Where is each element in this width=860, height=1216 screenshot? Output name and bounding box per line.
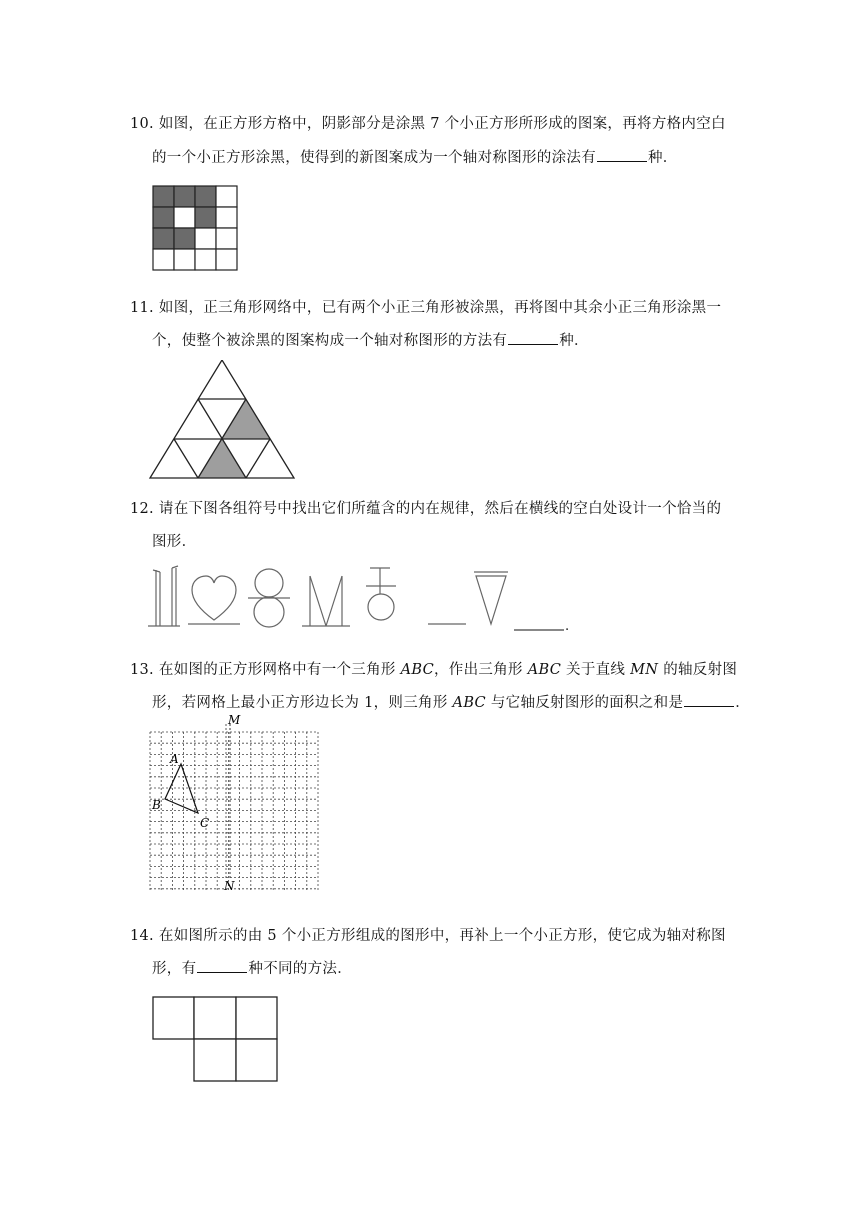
problem-14-text-2: 形，有 xyxy=(152,961,197,977)
problem-13-text-d: 的轴反射图 xyxy=(658,662,738,678)
answer-blank-11[interactable] xyxy=(508,330,558,346)
problem-10-text: 如图，在正方形方格中，阴影部分是涂黑 7 个小正方形所形成的图案，再将方格内空白 xyxy=(158,116,726,132)
problem-11-line-2 xyxy=(152,329,589,350)
problem-10-text-3: 种． xyxy=(648,150,678,166)
shaded-triangle-2 xyxy=(198,439,246,478)
figure-11-triangle-grid xyxy=(148,360,296,480)
figure-12-symbol-sequence xyxy=(148,562,578,634)
label-b: B xyxy=(152,798,161,812)
grid-cell xyxy=(174,228,195,249)
answer-blank-14[interactable] xyxy=(197,958,247,974)
triangle-abc-label: ABC xyxy=(400,662,434,678)
problem-11-text-3: 种． xyxy=(559,333,589,349)
figure-10-square-grid xyxy=(152,185,240,273)
label-a: A xyxy=(170,752,179,766)
square-4 xyxy=(194,1039,236,1081)
grid-cell xyxy=(153,186,174,207)
symbol-4-mirror-m xyxy=(302,576,350,626)
problem-14-line-2 xyxy=(152,957,352,978)
answer-blank-13[interactable] xyxy=(684,692,734,708)
problem-11-line-1 xyxy=(130,296,721,317)
line-mn-label: MN xyxy=(630,662,659,678)
square-1 xyxy=(153,997,194,1039)
problem-13-text-b: ，作出三角形 xyxy=(434,662,528,678)
figure-14-five-squares xyxy=(152,996,280,1084)
triangle-abc xyxy=(165,764,198,813)
problem-11-number: 11. xyxy=(130,300,154,316)
grid-cell xyxy=(153,207,174,228)
figure-13-square-grid xyxy=(140,712,320,890)
grid-cell xyxy=(174,186,195,207)
symbol-1-mirror-1 xyxy=(148,566,180,626)
grid-cell xyxy=(216,249,237,270)
grid-cell xyxy=(153,249,174,270)
grid-cell xyxy=(195,228,216,249)
symbol-3-mirror-8 xyxy=(248,569,290,627)
grid-cell xyxy=(216,207,237,228)
grid-cell xyxy=(216,228,237,249)
problem-10-line-1 xyxy=(130,112,726,133)
answer-blank-10[interactable] xyxy=(597,147,647,163)
trailing-period: . xyxy=(565,619,570,634)
problem-10-line-2 xyxy=(152,146,678,167)
problem-12-text: 请在下图各组符号中找出它们所蕴含的内在规律，然后在横线的空白处设计一个恰当的 xyxy=(158,501,722,517)
problem-12-line-2 xyxy=(152,530,196,551)
triangle-abc-label-3: ABC xyxy=(452,695,486,711)
problem-13-text-g: ． xyxy=(735,695,751,711)
square-5 xyxy=(236,1039,277,1081)
problem-11-text: 如图，正三角形网络中，已有两个小正三角形被涂黑，再将图中其余小正三角形涂黑一 xyxy=(158,300,722,316)
symbol-5-mirror-6 xyxy=(366,568,396,620)
symbol-2-mirror-heart xyxy=(188,576,240,624)
problem-12-number: 12. xyxy=(130,501,154,517)
problem-13-number: 13. xyxy=(130,662,154,678)
problem-13-text-e: 形，若网格上最小正方形边长为 1，则三角形 xyxy=(152,695,453,711)
problem-12-text-2: 图形． xyxy=(152,534,197,550)
grid-cell xyxy=(153,228,174,249)
problem-14-number: 14. xyxy=(130,928,154,944)
grid-cell xyxy=(216,186,237,207)
problem-14-text-3: 种不同的方法． xyxy=(248,961,353,977)
problem-13-line-2 xyxy=(152,691,750,712)
label-c: C xyxy=(200,816,210,830)
shaded-triangle-1 xyxy=(222,399,270,439)
grid-cell xyxy=(174,249,195,270)
problem-14-line-1 xyxy=(130,924,726,945)
problem-13-text-a: 在如图的正方形网格中有一个三角形 xyxy=(158,662,401,678)
grid-cell xyxy=(195,207,216,228)
problem-12-line-1 xyxy=(130,497,721,518)
square-3 xyxy=(236,997,277,1039)
grid-cell xyxy=(174,207,195,228)
label-m: M xyxy=(228,713,241,727)
symbol-7-mirror-triangle xyxy=(474,572,508,624)
square-2 xyxy=(194,997,236,1039)
problem-10-number: 10. xyxy=(130,116,154,132)
grid-cell xyxy=(195,249,216,270)
problem-13-text-f: 与它轴反射图形的面积之和是 xyxy=(485,695,684,711)
problem-11-text-2: 个，使整个被涂黑的图案构成一个轴对称图形的方法有 xyxy=(152,333,508,349)
problem-10-text-2: 的一个小正方形涂黑，使得到的新图案成为一个轴对称图形的涂法有 xyxy=(152,150,596,166)
problem-14-text: 在如图所示的由 5 个小正方形组成的图形中，再补上一个小正方形，使它成为轴对称图 xyxy=(158,928,726,944)
label-n: N xyxy=(224,879,235,890)
triangle-abc-label-2: ABC xyxy=(527,662,562,678)
grid-cell xyxy=(195,186,216,207)
problem-13-line-1 xyxy=(130,658,737,679)
problem-13-text-c: 关于直线 xyxy=(561,662,631,678)
